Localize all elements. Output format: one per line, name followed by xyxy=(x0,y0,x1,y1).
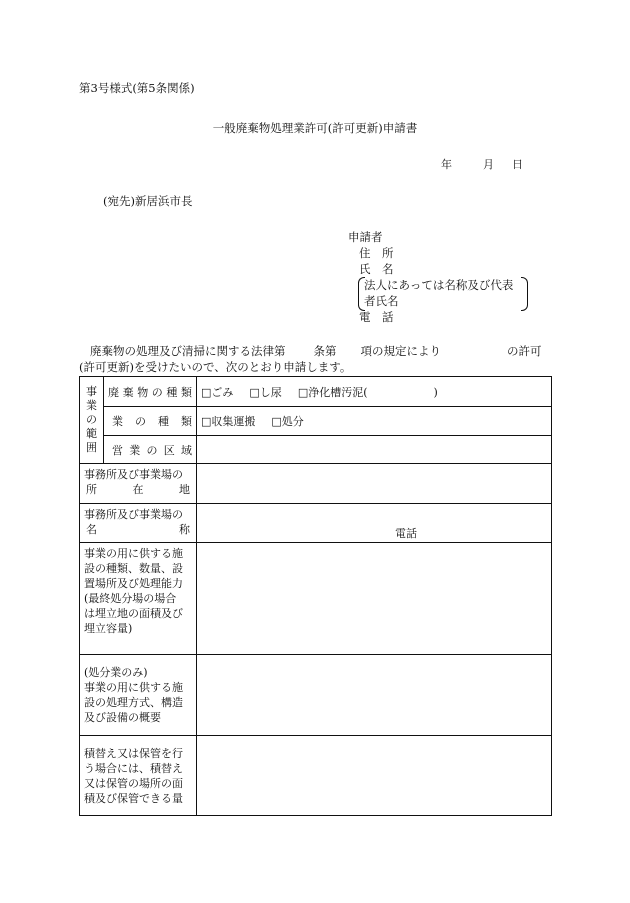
business-type-options[interactable] xyxy=(197,407,552,436)
disposal-value[interactable] xyxy=(197,655,552,736)
preamble xyxy=(79,343,542,375)
night-soil-checkbox[interactable]: □し尿 xyxy=(249,385,282,399)
area-label: 営 業 の 区 域 xyxy=(104,436,197,464)
area-value[interactable] xyxy=(197,436,552,464)
phone-label: 電話 xyxy=(395,527,417,540)
preamble-part-1: 廃棄物の処理及び清掃に関する法律第 xyxy=(90,344,286,358)
applicant-name-label: 氏 名 xyxy=(359,262,394,276)
corporate-note-line-1: 法人にあっては名称及び代表 xyxy=(364,278,514,292)
scope-label: 事 業 の 範 囲 xyxy=(80,377,104,464)
preamble-line-2: (許可更新)を受けたいので、次のとおり申請します。 xyxy=(79,360,352,374)
storage-value[interactable] xyxy=(197,736,552,816)
office-location-value[interactable] xyxy=(197,464,552,504)
garbage-checkbox[interactable]: □ごみ xyxy=(201,385,234,399)
waste-type-options[interactable] xyxy=(197,377,552,407)
office-name-value[interactable] xyxy=(197,504,552,543)
close-paren: ) xyxy=(433,385,438,399)
preamble-part-2: 条第 xyxy=(313,344,337,358)
application-table xyxy=(79,376,552,816)
table-row xyxy=(80,736,552,816)
septic-sludge-checkbox[interactable]: □浄化槽汚泥( xyxy=(297,385,368,399)
left-bracket xyxy=(358,277,365,311)
applicant-address-label: 住 所 xyxy=(359,246,394,260)
table-row xyxy=(80,655,552,736)
page-title: 一般廃棄物処理業許可(許可更新)申請書 xyxy=(212,121,418,135)
table-row xyxy=(80,377,552,407)
right-bracket xyxy=(521,277,528,311)
table-row xyxy=(80,504,552,543)
form-number: 第3号様式(第5条関係) xyxy=(79,81,195,95)
table-row xyxy=(80,407,552,436)
applicant-block xyxy=(348,229,524,325)
disposal-label: (処分業のみ) 事業の用に供する施 設の処理方式、構造 及び設備の概要 xyxy=(80,655,197,736)
date-month: 月 xyxy=(483,158,494,171)
preamble-part-3: 項の規定により xyxy=(360,344,441,358)
date-day: 日 xyxy=(512,158,523,171)
office-location-label: 事務所及び事業場の 所 在 地 xyxy=(80,464,197,504)
storage-label: 積替え又は保管を行 う場合には、積替え 又は保管の場所の面 積及び保管できる量 xyxy=(80,736,197,816)
applicant-phone-label: 電 話 xyxy=(359,310,394,324)
table-row xyxy=(80,464,552,504)
corporate-note xyxy=(359,277,524,309)
office-name-label: 事務所及び事業場の 名 称 xyxy=(80,504,197,543)
corporate-note-line-2: 者氏名 xyxy=(364,294,399,308)
disposal-checkbox[interactable]: □処分 xyxy=(271,415,304,428)
business-type-label: 業 の 種 類 xyxy=(104,407,197,436)
collection-transport-checkbox[interactable]: □収集運搬 xyxy=(201,415,256,428)
date-year: 年 xyxy=(441,158,452,171)
applicant-heading: 申請者 xyxy=(348,230,383,244)
waste-type-label: 廃 棄 物 の 種 類 xyxy=(104,377,197,407)
table-row xyxy=(80,436,552,464)
table-row xyxy=(80,543,552,655)
facility-value[interactable] xyxy=(197,543,552,655)
facility-label: 事業の用に供する施 設の種類、数量、設 置場所及び処理能力 (最終処分場の場合 は埋立地の面積及び 埋立容量) xyxy=(80,543,197,655)
preamble-part-4: の許可 xyxy=(507,344,542,358)
addressee: (宛先)新居浜市長 xyxy=(103,194,193,208)
